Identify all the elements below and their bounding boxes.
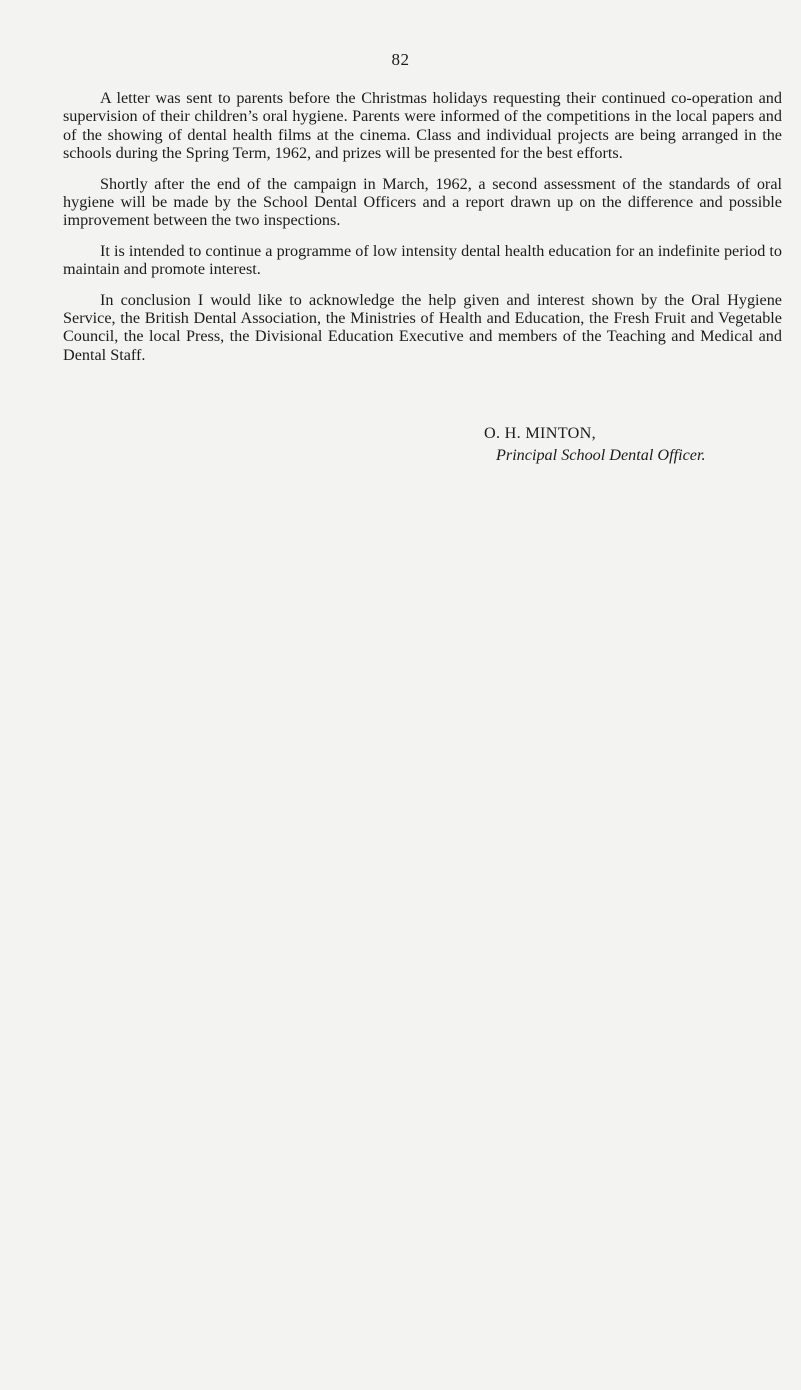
signatory-title: Principal School Dental Officer. (496, 446, 706, 464)
signatory-name: O. H. MINTON, (484, 424, 596, 442)
paragraph-second-assessment: Shortly after the end of the campaign in March, 1962, a second assessment of the standards of oral hygiene will be made by the School Dental Officers and a report drawn up on the difference and possible improvement between the two inspections. (63, 174, 782, 230)
page-number: 82 (391, 50, 410, 69)
paragraph-letter-to-parents: A letter was sent to parents before the Christmas holidays requesting their continued co-operation and supervision of their children’s oral hygiene. Parents were informed of the competitions in the local papers and of the showing of dental health films at the cinema. Class and individual projects are being arranged in the schools during the Spring Term, 1962, and prizes will be presented for the best efforts. (63, 89, 782, 163)
signature-block (484, 422, 784, 466)
paragraph-acknowledgements: In conclusion I would like to acknowledge the help given and interest shown by the Oral Hygiene Service, the British Dental Association, the Ministries of Health and Education, the Fresh Fruit and Vegetable Council, the local Press, the Divisional Education Executive and members of the Teaching and Medical and Dental Staff. (63, 290, 782, 364)
body-text (63, 89, 782, 376)
paragraph-continued-programme: It is intended to continue a programme of low intensity dental health education for an indefinite period to maintain and promote interest. (63, 241, 782, 279)
